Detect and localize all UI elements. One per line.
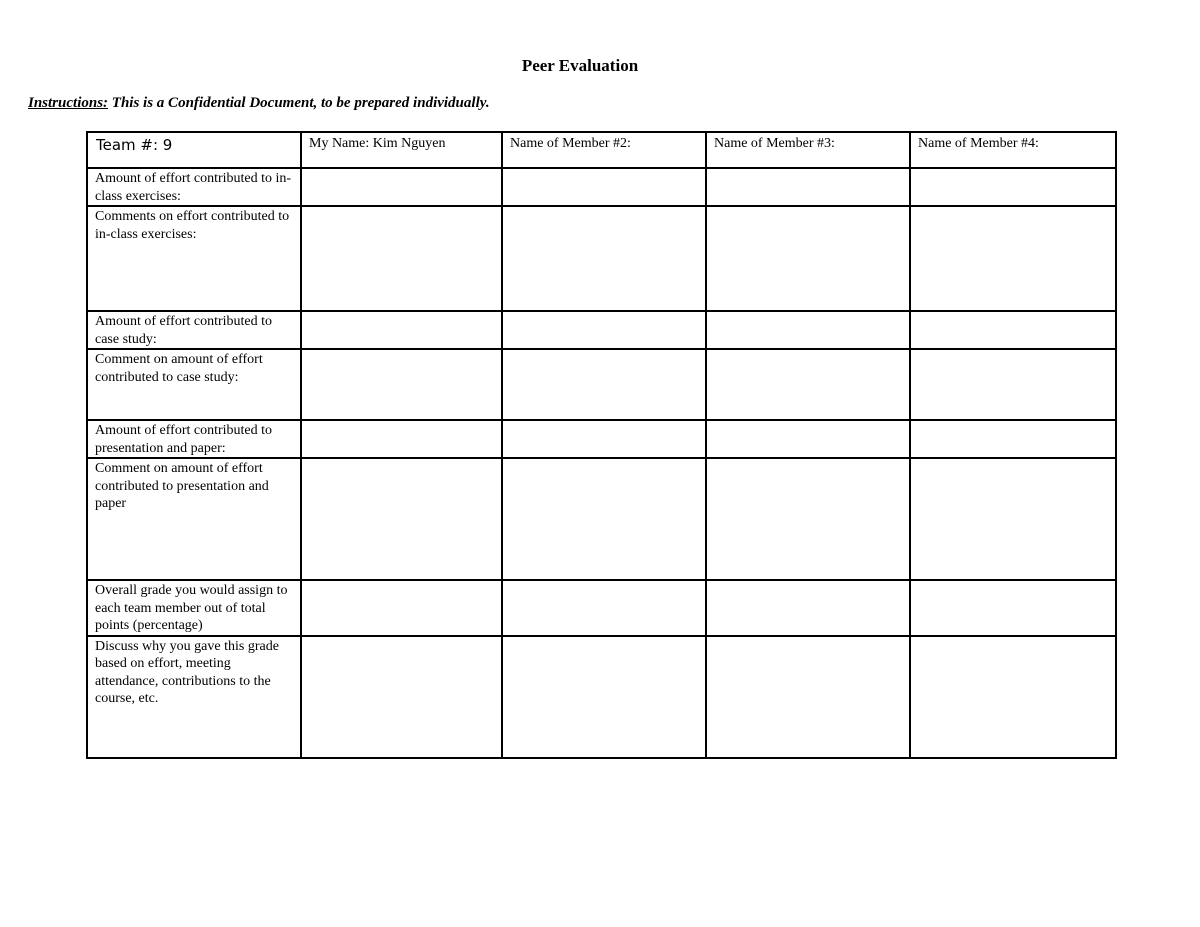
comment-cell[interactable]: [301, 458, 502, 580]
peer-evaluation-table: [86, 131, 1117, 759]
grade-cell[interactable]: [706, 580, 910, 636]
comment-cell[interactable]: [502, 206, 706, 311]
comment-cell[interactable]: [910, 349, 1116, 420]
comment-cell[interactable]: [706, 349, 910, 420]
member-4-header[interactable]: Name of Member #4:: [910, 132, 1116, 168]
comment-cell[interactable]: [502, 349, 706, 420]
grade-cell[interactable]: [301, 580, 502, 636]
row-label: Discuss why you gave this grade based on effort, meeting attendance, contributions to the course, etc.: [87, 636, 301, 758]
score-cell[interactable]: [502, 311, 706, 349]
comment-cell[interactable]: [502, 636, 706, 758]
table-row: [87, 458, 1116, 580]
instructions-label: Instructions:: [28, 95, 109, 111]
row-label: Comment on amount of effort contributed to case study:: [87, 349, 301, 420]
score-cell[interactable]: [706, 311, 910, 349]
comment-cell[interactable]: [910, 458, 1116, 580]
score-cell[interactable]: [502, 168, 706, 206]
table-row: [87, 311, 1116, 349]
member-3-header[interactable]: Name of Member #3:: [706, 132, 910, 168]
score-cell[interactable]: [910, 311, 1116, 349]
instructions-text: This is a Confidential Document, to be prepared individually.: [108, 95, 490, 111]
table-row: [87, 580, 1116, 636]
row-label: Comments on effort contributed to in-class exercises:: [87, 206, 301, 311]
comment-cell[interactable]: [301, 349, 502, 420]
comment-cell[interactable]: [910, 206, 1116, 311]
score-cell[interactable]: [706, 420, 910, 458]
instructions: [28, 95, 490, 112]
score-cell[interactable]: [706, 168, 910, 206]
my-name-header[interactable]: My Name: Kim Nguyen: [301, 132, 502, 168]
comment-cell[interactable]: [706, 458, 910, 580]
row-label: Amount of effort contributed to in-class exercises:: [87, 168, 301, 206]
comment-cell[interactable]: [910, 636, 1116, 758]
grade-cell[interactable]: [910, 580, 1116, 636]
row-label: Comment on amount of effort contributed to presentation and paper: [87, 458, 301, 580]
comment-cell[interactable]: [706, 636, 910, 758]
page-title: Peer Evaluation: [521, 56, 639, 75]
score-cell[interactable]: [502, 420, 706, 458]
row-label: Amount of effort contributed to presentation and paper:: [87, 420, 301, 458]
comment-cell[interactable]: [301, 636, 502, 758]
score-cell[interactable]: [910, 168, 1116, 206]
comment-cell[interactable]: [706, 206, 910, 311]
table-row: [87, 420, 1116, 458]
member-2-header[interactable]: Name of Member #2:: [502, 132, 706, 168]
grade-cell[interactable]: [502, 580, 706, 636]
table-row: [87, 168, 1116, 206]
row-label: Amount of effort contributed to case study:: [87, 311, 301, 349]
score-cell[interactable]: [301, 311, 502, 349]
score-cell[interactable]: [301, 420, 502, 458]
score-cell[interactable]: [910, 420, 1116, 458]
table-row: [87, 206, 1116, 311]
score-cell[interactable]: [301, 168, 502, 206]
row-label: Overall grade you would assign to each team member out of total points (percentage): [87, 580, 301, 636]
header-row: [87, 132, 1116, 168]
table-row: [87, 636, 1116, 758]
comment-cell[interactable]: [301, 206, 502, 311]
team-number-cell[interactable]: Team #: 9: [87, 132, 301, 168]
comment-cell[interactable]: [502, 458, 706, 580]
table-row: [87, 349, 1116, 420]
